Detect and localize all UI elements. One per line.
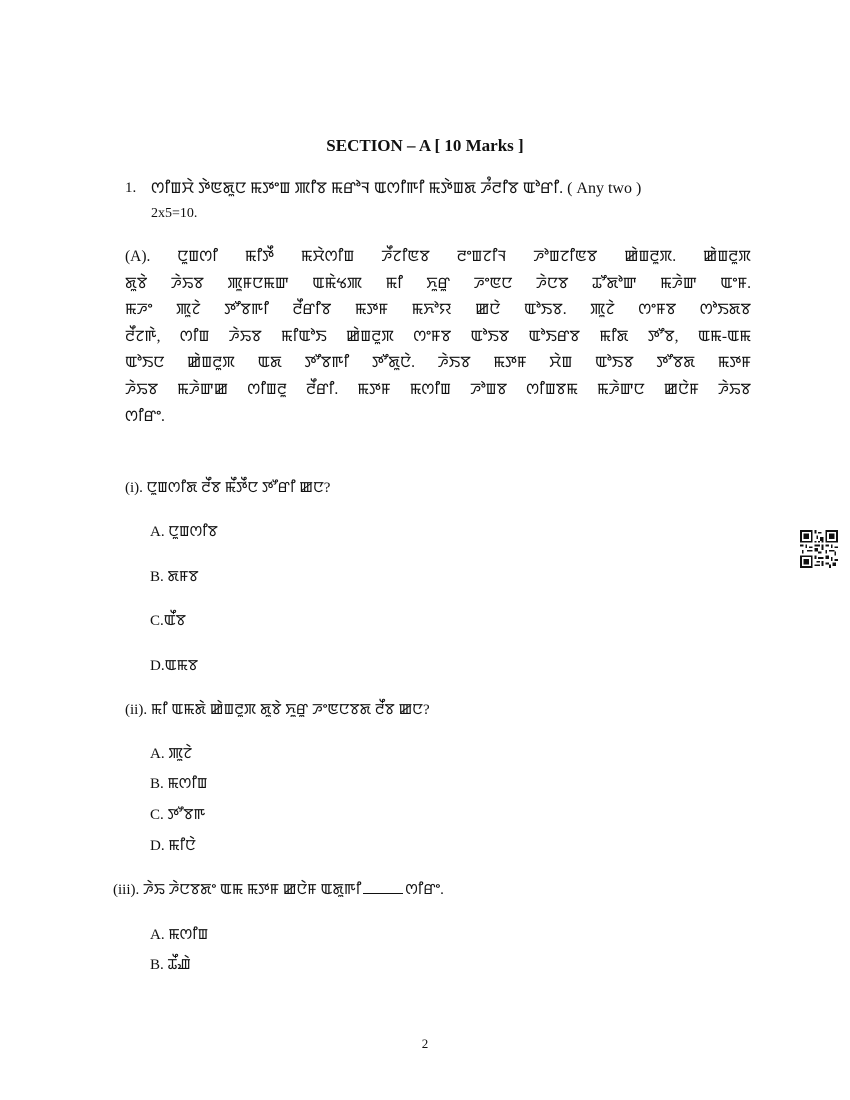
passage-line: ꯂꯩꯖꯒꯥ, ꯁꯤꯡ ꯍꯥꯢꯕ ꯃꯤꯑꯣꯏ ꯀꯥꯡꯂꯨꯞ ꯁꯦꯝꯕ ꯑꯣꯏꯕ ꯑꯣꯏꯔꯕ ꯃꯤꯗ ꯇꯧꯕ, ꯑꯃ-ꯑꯃ [125, 327, 751, 345]
option-text: ꯅꯨꯡꯁꯤꯕ [168, 524, 218, 540]
question-instruction: ꯁꯤꯡꯆꯥ ꯇꯥꯟꯗꯨꯅ ꯃꯇꯦꯡ ꯄꯤꯕ ꯃꯔꯣꯜ ꯑꯁꯤꯒꯤ ꯃꯇꯥꯡꯗ ꯍꯪꯂꯤꯕ ꯑꯣꯔꯤ. ( Any two ) [151, 180, 642, 197]
passage-line: ꯗꯨꯕꯥ ꯍꯥꯢꯕ ꯄꯨꯝꯅꯃꯛ ꯑꯃꯥꯠꯄ ꯃꯤ ꯈꯨꯔꯨ ꯍꯦꯟꯅ ꯍꯥꯅꯕ ꯊꯧꯗꯣꯛ ꯃꯍꯥꯛ ꯑꯦꯝ. [125, 274, 751, 292]
option-letter: B. [150, 776, 164, 792]
passage-line: ꯍꯥꯢꯕ ꯃꯍꯥꯛꯀ ꯁꯤꯡꯂꯨ ꯂꯩꯔꯤ. ꯃꯇꯝ ꯃꯁꯤꯡ ꯍꯣꯡꯕ ꯁꯤꯡꯕꯃ ꯃꯍꯥꯛꯅ ꯀꯅꯥꯝ ꯍꯥꯢꯕ [125, 380, 751, 398]
option-ii-a [150, 742, 192, 763]
option-ii-c [150, 803, 205, 824]
option-text: ꯗꯝꯕ [167, 569, 199, 585]
passage-line: ꯑꯣꯏꯅ ꯀꯥꯡꯂꯨꯞ ꯑꯗ ꯇꯧꯕꯒꯤ ꯇꯧꯗꯨꯅꯥ. ꯍꯥꯏꯕ ꯃꯇꯝ ꯆꯥꯡ ꯑꯣꯏꯕ ꯇꯧꯕꯗ ꯃꯇꯝ [125, 354, 751, 372]
option-ii-d [150, 834, 196, 855]
option-text: ꯃꯁꯤꯡ [168, 927, 209, 943]
option-letter: A. [150, 746, 165, 762]
question-ii [125, 698, 430, 719]
option-text: ꯄꯨꯖꯥ [168, 746, 193, 762]
page-number: 2 [421, 1036, 429, 1051]
passage [125, 244, 751, 430]
question-label: (i). [125, 480, 143, 496]
option-letter: A. [150, 927, 165, 943]
option-letter: B. [150, 569, 164, 585]
option-letter: C. [150, 613, 164, 629]
option-text: ꯃꯤꯅꯥ [168, 838, 196, 854]
passage-line: (A). ꯅꯨꯡꯁꯤ ꯃꯤꯇꯩ ꯃꯆꯥꯁꯤꯡ ꯍꯩꯖꯤꯟꯕ ꯂꯦꯡꯖꯤꯜ ꯍꯣꯡꯖꯤꯟꯕ ꯀꯥꯡꯂꯨꯞ. ꯀꯥꯡꯂꯨꯞ [125, 248, 751, 265]
question-text: ꯃꯤ ꯑꯃꯗꯥ ꯀꯥꯡꯂꯨꯞ ꯗꯨꯕꯥ ꯈꯨꯔꯨ ꯍꯦꯟꯅꯕꯗ ꯂꯩꯕ ꯀꯅ? [150, 702, 430, 718]
answer-blank [363, 879, 403, 894]
section-title: SECTION – A [ 10 Marks ] [326, 136, 524, 155]
question-text: ꯅꯨꯡꯁꯤꯗ ꯂꯩꯕ ꯃꯩꯇꯩꯅ ꯇꯧꯔꯤ ꯀꯅ? [146, 480, 331, 496]
option-text: ꯇꯧꯕꯒ [167, 807, 206, 823]
passage-line: ꯁꯤꯔꯦ. [125, 407, 165, 425]
option-i-a [150, 520, 218, 541]
passage-line: ꯃꯍꯦ ꯄꯨꯖꯥ ꯇꯧꯕꯒꯤ ꯂꯩꯔꯤꯕ ꯃꯇꯝ ꯃꯈꯣꯌ ꯀꯅꯥ ꯑꯣꯏꯕ. ꯄꯨꯖꯥ ꯁꯦꯝꯕ ꯁꯣꯏꯗꯕ [125, 301, 751, 319]
option-letter: C. [150, 807, 164, 823]
qr-code-icon [800, 530, 838, 568]
question-marks: 2x5=10. [151, 206, 198, 221]
option-letter: B. [150, 957, 164, 973]
question-i [125, 476, 330, 497]
option-text: ꯑꯩꯕ [163, 613, 186, 629]
option-i-d [150, 654, 198, 675]
option-letter: A. [150, 524, 165, 540]
option-i-c [150, 609, 186, 630]
option-text: ꯃꯁꯤꯡ [167, 776, 208, 792]
option-iii-a [150, 923, 208, 944]
question-number: 1. [125, 180, 137, 196]
option-text: ꯊꯩꯉꯥ [167, 957, 191, 973]
question-label: (ii). [125, 702, 148, 718]
option-i-b [150, 565, 199, 586]
option-ii-b [150, 772, 207, 793]
question-text: ꯍꯥꯢ ꯍꯥꯅꯕꯗꯦ ꯑꯃ ꯃꯇꯝ ꯀꯅꯥꯝ ꯑꯗꯨꯒꯤ [143, 882, 362, 898]
option-letter: D. [150, 838, 165, 854]
option-text: ꯑꯃꯕ [164, 658, 198, 674]
question-text-end: ꯁꯤꯔꯦ. [405, 882, 444, 898]
question-label: (iii). [113, 882, 140, 898]
question-iii [113, 878, 444, 899]
option-letter: D. [150, 658, 165, 674]
option-iii-b [150, 953, 191, 974]
